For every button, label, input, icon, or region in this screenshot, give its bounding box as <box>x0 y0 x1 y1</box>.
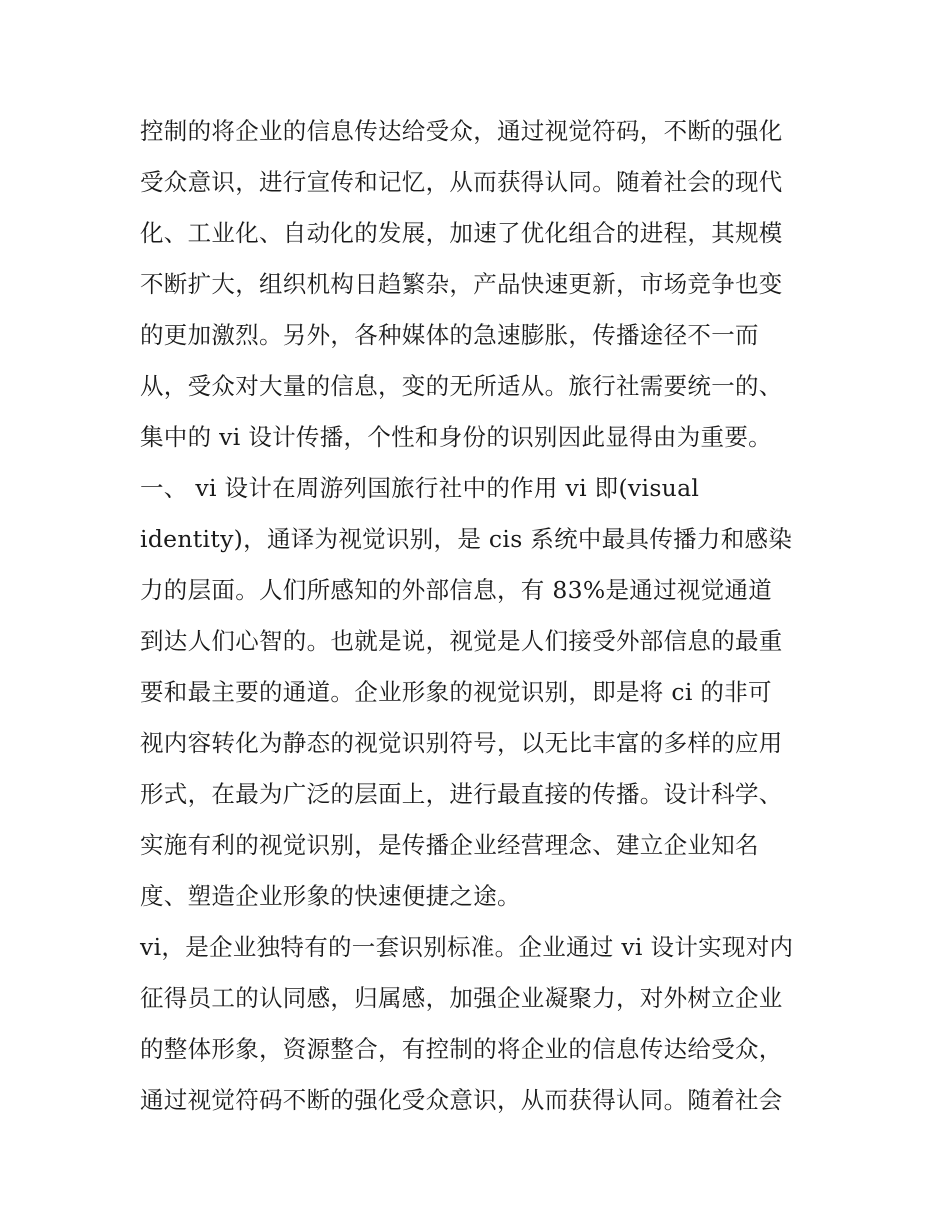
text-line: 的更加激烈。另外，各种媒体的急速膨胀，传播途径不一而 <box>140 321 759 349</box>
text-line: 形式，在最为广泛的层面上，进行最直接的传播。设计科学、 <box>140 780 783 808</box>
text-line: vi，是企业独特有的一套识别标准。企业通过 vi 设计实现对内 <box>140 933 794 961</box>
text-line: 通过视觉符码不断的强化受众意识，从而获得认同。随着社会 <box>140 1086 783 1114</box>
text-line: 度、塑造企业形象的快速便捷之途。 <box>140 882 521 910</box>
text-line: 要和最主要的通道。企业形象的视觉识别，即是将 ci 的非可 <box>140 678 772 706</box>
text-line: 征得员工的认同感，归属感，加强企业凝聚力，对外树立企业 <box>140 984 783 1012</box>
text-line: 受众意识，进行宣传和记忆，从而获得认同。随着社会的现代 <box>140 168 783 196</box>
text-line: 不断扩大，组织机构日趋繁杂，产品快速更新，市场竞争也变 <box>140 270 783 298</box>
section-heading-line: 一、 vi 设计在周游列国旅行社中的作用 vi 即(visual <box>140 474 700 502</box>
text-line: 控制的将企业的信息传达给受众，通过视觉符码，不断的强化 <box>140 117 783 145</box>
text-line: 视内容转化为静态的视觉识别符号，以无比丰富的多样的应用 <box>140 729 783 757</box>
text-line: 的整体形象，资源整合，有控制的将企业的信息传达给受众， <box>140 1035 783 1063</box>
text-line: identity)，通译为视觉识别，是 cis 系统中最具传播力和感染 <box>140 525 793 553</box>
text-line: 实施有利的视觉识别，是传播企业经营理念、建立企业知名 <box>140 831 759 859</box>
text-line: 化、工业化、自动化的发展，加速了优化组合的进程，其规模 <box>140 219 783 247</box>
text-line: 到达人们心智的。也就是说，视觉是人们接受外部信息的最重 <box>140 627 783 655</box>
text-line: 力的层面。人们所感知的外部信息，有 83%是通过视觉通道 <box>140 576 773 604</box>
text-line: 集中的 vi 设计传播，个性和身份的识别因此显得由为重要。 <box>140 423 772 451</box>
text-line: 从，受众对大量的信息，变的无所适从。旅行社需要统一的、 <box>140 372 783 400</box>
document-body <box>140 106 820 1126</box>
